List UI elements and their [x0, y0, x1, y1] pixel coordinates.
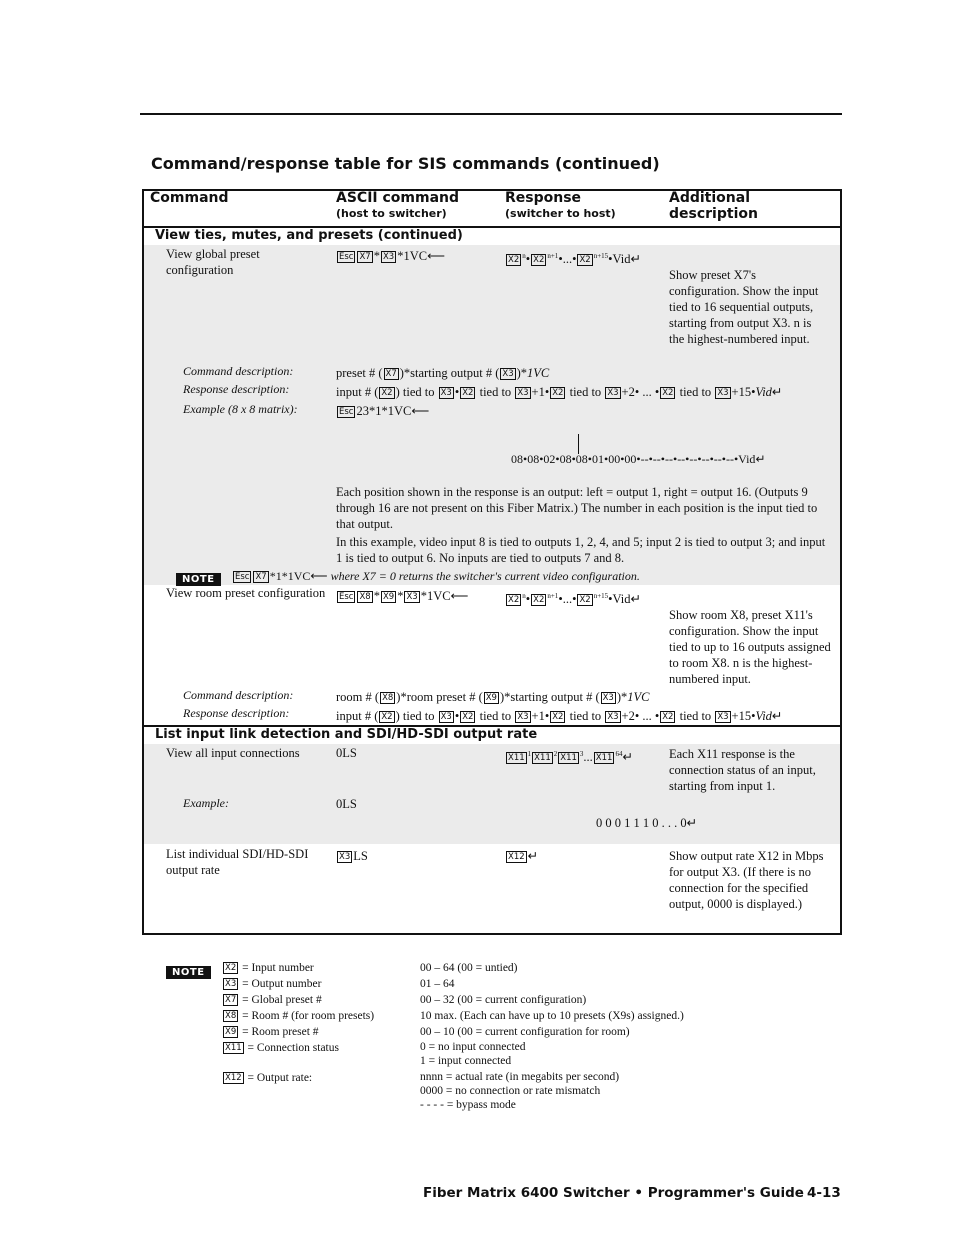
sdi-command: List individual SDI/HD-SDI output rate	[166, 847, 309, 877]
legend-note-badge: NOTE	[166, 962, 211, 980]
legend-x12-range: nnnn = actual rate (in megabits per second) 0000 = no connection or rate mismatch - - - - = bypass mode	[420, 1071, 620, 1111]
sdi-description: Show output rate X12 in Mbps for output X3. (If there is no connection for the specified output, 0000 is displayed.)	[669, 849, 824, 911]
legend-x7: X7 = Global preset #	[225, 994, 322, 1006]
legend-x9-range: 00 – 10 (00 = current configuration for room)	[420, 1026, 630, 1038]
global-example-label: Example (8 x 8 matrix):	[183, 402, 298, 416]
inputs-example-cmd: 0LS	[336, 797, 357, 811]
header-ascii-sub: (host to switcher)	[336, 207, 447, 220]
legend-x11-range: 0 = no input connected 1 = input connected	[420, 1041, 526, 1067]
global-cmd-desc-label: Command description:	[183, 364, 294, 378]
global-ascii: Esc X7 * X3 *1VC⟵	[339, 249, 445, 263]
sdi-response: X12 ↵	[508, 849, 539, 863]
section-ties: View ties, mutes, and presets (continued)	[155, 228, 463, 243]
inputs-ascii: 0LS	[336, 746, 357, 760]
top-rule	[140, 113, 842, 115]
global-description: Show preset X7's configuration. Show the input tied to 16 sequential outputs, starting from output X3. n is the highest-numbered input.	[669, 268, 819, 346]
room-description: Show room X8, preset X11's configuration. Show the input tied to up to 16 outputs assigned to room X8. n is the highest-numbered input.	[669, 608, 831, 686]
room-response: X2 $^n$• X2 $^{n+1}$•...• X2 $^{n+15}$•Vid↵	[508, 592, 641, 606]
room-cmd-desc: room # ( X8 )*room preset # ( X9 )*starting output # ( X3 )*1VC	[336, 690, 650, 704]
section-link: List input link detection and SDI/HD-SDI output rate	[155, 727, 538, 742]
global-para1: Each position shown in the response is an output: left = output 1, right = output 16. (Outputs 9 through 16 are not present on this Fiber Matrix.) The number in each position is the input tied to that output.	[336, 485, 818, 531]
legend-x3-range: 01 – 64	[420, 978, 455, 990]
legend-x2-range: 00 – 64 (00 = untied)	[420, 962, 518, 974]
inputs-description: Each X11 response is the connection status of an input, starting from input 1.	[669, 747, 816, 793]
global-command: View global preset configuration	[166, 247, 260, 277]
legend-x7-range: 00 – 32 (00 = current configuration)	[420, 994, 587, 1006]
legend-x9: X9 = Room preset #	[225, 1026, 319, 1038]
footer-page: 4-13	[807, 1185, 841, 1201]
header-command: Command	[150, 190, 229, 206]
header-response-sub: (switcher to host)	[505, 207, 616, 220]
legend-x8: X8 = Room # (for room presets)	[225, 1010, 375, 1022]
enter-arrow-icon: ⟵	[427, 249, 445, 263]
global-example-cmd: Esc 23*1*1VC⟵	[339, 404, 430, 418]
room-resp-desc: input # ( X2 ) tied to X3 • X2 tied to X3 +1• X2 tied to X3 +2• ... • X2 tied to X3 +15•Vid↵	[336, 709, 783, 723]
return-arrow-icon: ↵	[630, 252, 642, 266]
global-response: X2 $^n$• X2 $^{n+1}$•...• X2 $^{n+15}$•Vid↵	[508, 252, 642, 266]
legend-x2: X2 = Input number	[225, 962, 314, 974]
sdi-ascii: X3 LS	[339, 849, 368, 863]
page-title: Command/response table for SIS commands (continued)	[151, 154, 660, 173]
inputs-example-label: Example:	[183, 796, 229, 810]
room-resp-desc-label: Response description:	[183, 706, 290, 720]
legend-x11: X11 = Connection status	[225, 1042, 339, 1054]
header-ascii: ASCII command	[336, 190, 460, 206]
header-additional: Additional description	[669, 190, 758, 222]
legend-x3: X3 = Output number	[225, 978, 322, 990]
global-note-cmd: Esc X7 *1*1VC⟵ where X7 = 0 returns the switcher's current video configuration.	[235, 569, 640, 583]
room-command: View room preset configuration	[166, 586, 326, 600]
room-cmd-desc-label: Command description:	[183, 688, 294, 702]
legend-x8-range: 10 max. (Each can have up to 10 presets (X9s) assigned.)	[420, 1010, 684, 1022]
footer-guide: Fiber Matrix 6400 Switcher • Programmer's Guide	[423, 1185, 804, 1201]
global-para2: In this example, video input 8 is tied to outputs 1, 2, 4, and 5; input 2 is tied to output 3; and input 1 is tied to output 6. No inputs are tied to outputs 7 and 8.	[336, 535, 826, 565]
global-cmd-desc: preset # ( X7 )*starting output # ( X3 )*1VC	[336, 366, 550, 380]
global-resp-desc: input # ( X2 ) tied to X3 • X2 tied to X3 +1• X2 tied to X3 +2• ... • X2 tied to X3 +15•Vid↵	[336, 385, 783, 399]
inputs-example-resp: 0 0 0 1 1 1 0 . . . 0↵	[596, 816, 698, 830]
global-resp-desc-label: Response description:	[183, 382, 290, 396]
global-note-badge: NOTE	[176, 569, 221, 587]
global-example-resp: 08•08•02•08•08•01•00•00•--•--•--•--•--•--•--•--•Vid↵	[511, 452, 766, 466]
inputs-command: View all input connections	[166, 746, 300, 760]
room-ascii: Esc X8 * X9 * X3 *1VC⟵	[339, 589, 469, 603]
legend-x12: X12 = Output rate:	[225, 1072, 313, 1084]
inputs-response: X11 $^1$ X11 $^2$ X11 $^3$... X11 $^{64}$↵	[508, 750, 633, 764]
header-response: Response	[505, 190, 582, 206]
